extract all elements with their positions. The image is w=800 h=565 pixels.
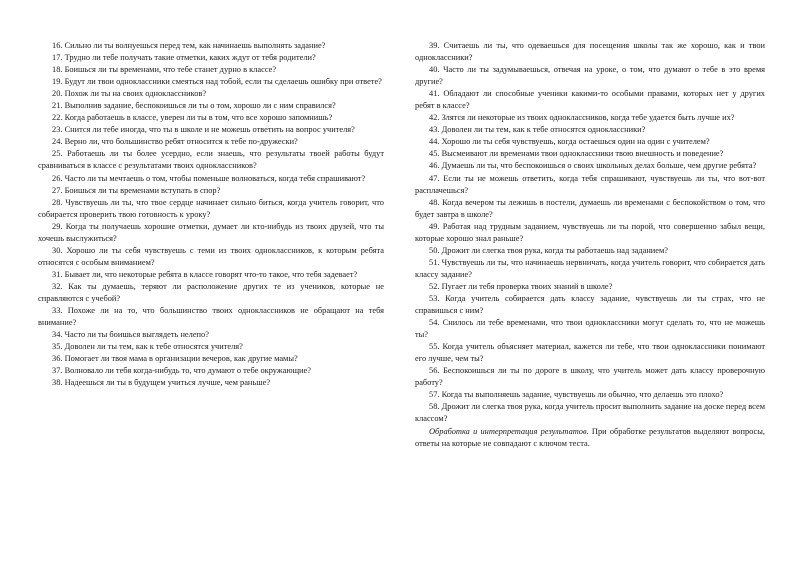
question-item: 16. Сильно ли ты волнуешься перед тем, как начинаешь выполнять задание?	[52, 41, 326, 50]
question-item: 24. Верно ли, что большинство ребят относится к тебе по-дружески?	[52, 137, 298, 147]
question-item: 23. Снится ли тебе иногда, что ты в школе и не можешь ответить на вопрос учителя?	[52, 125, 355, 135]
question-item: 34. Часто ли ты боишься выглядеть нелепо?	[52, 330, 209, 340]
question-item: 35. Доволен ли ты тем, как к тебе относятся учителя?	[52, 342, 243, 352]
question-item: 47. Если ты не можешь ответить, когда тебя спрашивают, чувствуешь ли ты, что вот-вот расплачешься?	[415, 173, 765, 195]
question-item: 46. Думаешь ли ты, что беспокоишься о своих школьных делах больше, чем другие ребята?	[429, 161, 757, 171]
question-item: 40. Часто ли ты задумываешься, отвечая на уроке, о том, что думают о тебе в это время другие?	[415, 65, 765, 87]
question-item: 36. Помогает ли твоя мама в организации вечеров, как другие мамы?	[52, 354, 298, 364]
closing-text: При обработке результатов выделяют вопросы, ответы на которые не совпадают с ключом теста.	[415, 426, 765, 448]
question-item: 51. Чувствуешь ли ты, что начинаешь нервничать, когда учитель говорит, что собирается дать классу задание?	[415, 257, 765, 279]
right-question-list	[415, 40, 765, 426]
question-item: 17. Трудно ли тебе получать такие отметки, каких ждут от тебя родители?	[52, 53, 316, 63]
question-item: 39. Считаешь ли ты, что одеваешься для посещения школы так же хорошо, как и твои одноклассники?	[415, 41, 765, 63]
question-item: 57. Когда ты выполняешь задание, чувствуешь ли обычно, что делаешь это плохо?	[429, 390, 724, 400]
question-item: 33. Похоже ли на то, что большинство твоих одноклассников не обращают на тебя внимание?	[38, 306, 384, 328]
question-item: 50. Дрожит ли слегка твоя рука, когда ты работаешь над заданием?	[429, 245, 669, 255]
question-item: 28. Чувствуешь ли ты, что твое сердце начинает сильно биться, когда учитель говорит, что собирается проверить твою готовность к уроку?	[38, 197, 384, 219]
question-item: 30. Хорошо ли ты себя чувствуешь с теми из твоих одноклассников, к которым ребята относятся с особым вниманием?	[38, 245, 384, 267]
question-item: 42. Злятся ли некоторые из твоих одноклассников, когда тебе удается быть лучше их?	[429, 113, 735, 123]
question-item: 43. Доволен ли ты тем, как к тебе относятся одноклассники?	[429, 125, 646, 135]
question-item: 44. Хорошо ли ты себя чувствуешь, когда остаешься один на один с учителем?	[429, 137, 710, 147]
question-item: 48. Когда вечером ты лежишь в постели, думаешь ли временами с беспокойством о том, что будет завтра в школе?	[415, 197, 765, 219]
question-item: 20. Похож ли ты на своих одноклассников?	[52, 89, 207, 99]
left-page	[38, 40, 384, 389]
question-item: 52. Пугает ли тебя проверка твоих знаний в школе?	[429, 281, 613, 291]
question-item: 38. Надеешься ли ты в будущем учиться лучше, чем раньше?	[52, 378, 271, 388]
question-item: 58. Дрожит ли слегка твоя рука, когда учитель просит выполнить задание на доске перед всем классом?	[415, 402, 766, 424]
question-item: 54. Снилось ли тебе временами, что твои одноклассники могут сделать то, что не можешь ты?	[415, 318, 765, 340]
question-item: 29. Когда ты получаешь хорошие отметки, думает ли кто-нибудь из твоих друзей, что ты хочешь выслужиться?	[38, 221, 384, 243]
question-item: 45. Высмеивают ли временами твои одноклассники твою внешность и поведение?	[429, 149, 724, 159]
question-item: 55. Когда учитель объясняет материал, кажется ли тебе, что твои одноклассники понимают его лучше, чем ты?	[415, 342, 765, 364]
question-item: 31. Бывает ли, что некоторые ребята в классе говорят что-то такое, что тебя задевает?	[52, 269, 358, 279]
question-item: 41. Обладают ли способные ученики какими-то особыми правами, которых нет у других ребят в классе?	[415, 89, 765, 111]
question-item: 27. Боишься ли ты временами вступать в спор?	[52, 185, 221, 195]
question-item: 32. Как ты думаешь, теряют ли расположение других те из учеников, которые не справляются с учебой?	[38, 281, 384, 303]
question-item: 26. Часто ли ты мечтаешь о том, чтобы поменьше волноваться, когда тебя спрашивают?	[52, 173, 366, 183]
closing-heading: Обработка и интерпретация результатов.	[429, 426, 589, 436]
question-item: 18. Боишься ли ты временами, что тебе станет дурно в классе?	[52, 65, 277, 75]
question-item: 56. Беспокоишься ли ты по дороге в школу, что учитель может дать классу проверочную работу?	[415, 366, 765, 388]
question-item: 19. Будут ли твои одноклассники смеяться над тобой, если ты сделаешь ошибку при ответе?	[52, 77, 382, 87]
question-item: 21. Выполнив задание, беспокоишься ли ты о том, хорошо ли с ним справился?	[52, 101, 336, 111]
right-page	[415, 40, 765, 450]
question-item: 49. Работая над трудным заданием, чувствуешь ли ты порой, что совершенно забыл вещи, которые хорошо знал раньше?	[415, 221, 765, 243]
question-item: 25. Работаешь ли ты более усердно, если знаешь, что результаты твоей работы будут сравниваться в классе с результатами твоих одноклассников?	[38, 149, 384, 171]
question-item: 37. Волновало ли тебя когда-нибудь то, что думают о тебе окружающие?	[52, 366, 311, 376]
closing-paragraph	[415, 426, 765, 450]
question-item: 22. Когда работаешь в классе, уверен ли ты в том, что все хорошо запомнишь?	[52, 113, 333, 123]
question-item: 53. Когда учитель собирается дать классу задание, чувствуешь ли ты страх, что не справишься с ним?	[415, 293, 765, 316]
